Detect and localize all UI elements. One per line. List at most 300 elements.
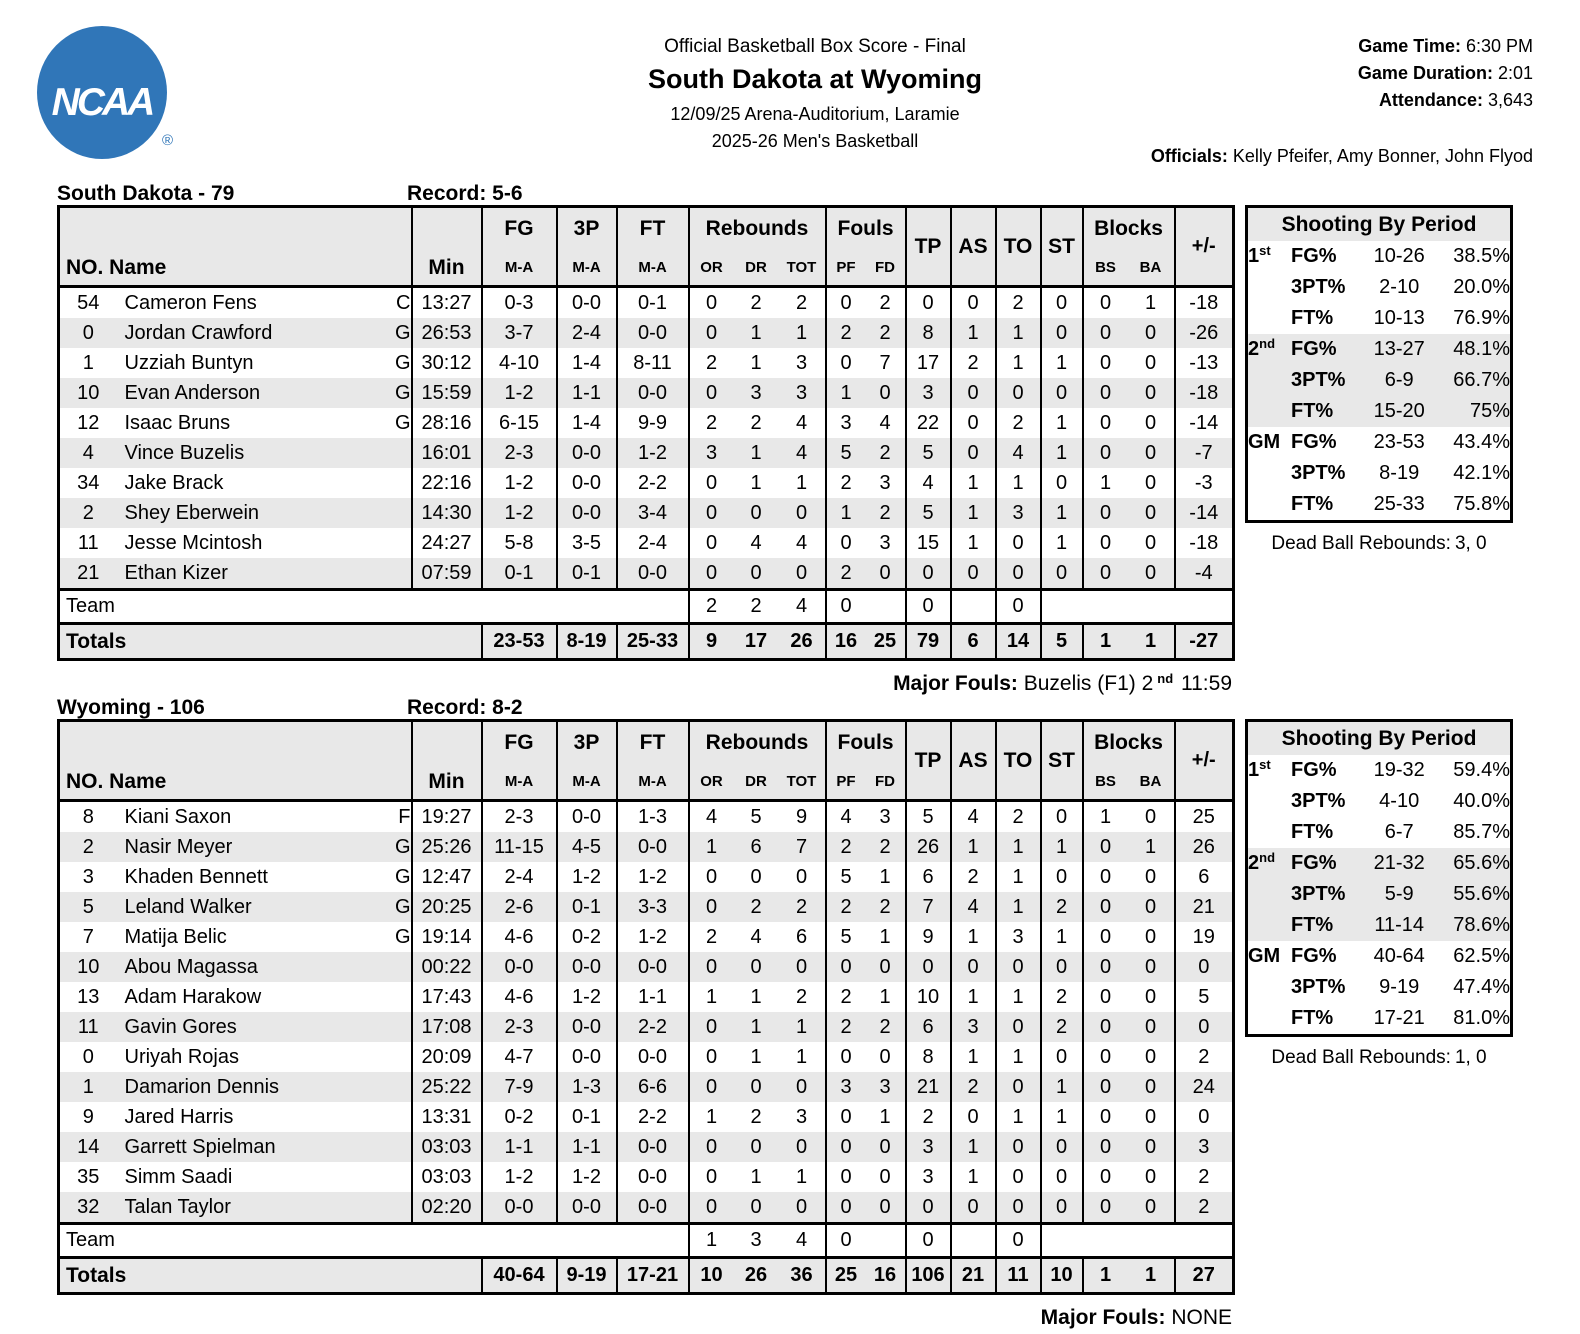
- stat-assists: 2: [951, 1072, 996, 1102]
- shooting-percentage: 55.6%: [1453, 883, 1510, 905]
- stat-defensive-rebounds: 6: [750, 835, 762, 858]
- officials-label: Officials:: [1150, 146, 1228, 166]
- player-name-cell: [117, 1162, 412, 1192]
- col-header-3p: 3P: [557, 721, 617, 764]
- dead-ball-value: 1, 0: [1454, 1047, 1487, 1068]
- player-name-cell: [117, 498, 412, 528]
- stat-turnovers: 1: [996, 348, 1041, 378]
- stat-3p: 0-0: [557, 1012, 617, 1042]
- stat-offensive-rebounds: 0: [689, 892, 734, 922]
- shooting-row: [1247, 241, 1512, 272]
- stat-offensive-rebounds: 1: [689, 1224, 734, 1258]
- stat-total-points: 10: [906, 982, 951, 1012]
- col-header-rebounds: Rebounds: [689, 207, 826, 250]
- stat-assists: [951, 590, 996, 624]
- player-number: 13: [77, 985, 100, 1008]
- player-number: 10: [77, 381, 100, 404]
- player-name-cell: [117, 318, 412, 348]
- stat-fg: 3-7: [482, 318, 557, 348]
- home-team-section: [57, 696, 1517, 1332]
- stat-min: 15:59: [412, 378, 482, 408]
- stat-blocked-shots: 0: [1083, 438, 1128, 468]
- stat-total-points: 3: [906, 1132, 951, 1162]
- stat-ft: 2-4: [617, 528, 689, 558]
- stat-steals: 1: [1041, 832, 1083, 862]
- stat-defensive-rebounds: 0: [750, 501, 762, 524]
- shooting-rows: [1247, 241, 1512, 522]
- report-title: Official Basketball Box Score - Final: [664, 36, 966, 57]
- stat-assists: 1: [951, 528, 996, 558]
- stat-fouls-drawn: 1: [879, 985, 891, 1008]
- player-position: F: [398, 805, 411, 828]
- stat-min: 22:16: [412, 468, 482, 498]
- game-duration-value: 2:01: [1497, 63, 1533, 83]
- stat-total-points: 7: [906, 892, 951, 922]
- stat-steals: 1: [1041, 408, 1083, 438]
- stat-total-points: 106: [906, 1258, 951, 1294]
- stat-blocks-against: 0: [1144, 441, 1157, 464]
- stat-offensive-rebounds: 4: [689, 801, 734, 833]
- stat-ft: 3-4: [617, 498, 689, 528]
- shooting-period-label: [1247, 272, 1291, 303]
- player-name-cell: [117, 801, 412, 833]
- stat-turnovers: 3: [996, 922, 1041, 952]
- player-row: [59, 892, 1234, 922]
- major-fouls-label: Major Fouls:: [1040, 1306, 1166, 1329]
- stat-assists: 0: [951, 558, 996, 590]
- stat-3p: 1-2: [557, 982, 617, 1012]
- stat-total-points: 5: [906, 438, 951, 468]
- stat-total-points: 6: [906, 862, 951, 892]
- player-number: 54: [59, 287, 117, 319]
- shooting-stat-label: 3PT%: [1290, 790, 1346, 812]
- ncaa-logo-text: NCAA: [51, 81, 153, 125]
- stat-steals: 1: [1041, 1102, 1083, 1132]
- stat-assists: 0: [951, 438, 996, 468]
- stat-defensive-rebounds: 1: [750, 1015, 762, 1038]
- stat-total-rebounds: 0: [795, 501, 808, 524]
- player-name: Jesse Mcintosh: [124, 531, 263, 554]
- stat-total-rebounds: 2: [779, 287, 826, 319]
- stat-turnovers: 14: [996, 624, 1041, 660]
- shooting-by-period-box: [1245, 205, 1513, 555]
- stat-turnovers: 0: [996, 1162, 1041, 1192]
- stat-defensive-rebounds: 1: [750, 1045, 762, 1068]
- dead-ball-value: 3, 0: [1454, 533, 1487, 554]
- stat-total-rebounds: 3: [795, 381, 808, 404]
- stat-total-rebounds: 4: [779, 590, 826, 624]
- stat-total-points: 26: [906, 832, 951, 862]
- stat-personal-fouls: 0: [826, 1192, 866, 1224]
- team-title: Wyoming - 106: [57, 696, 205, 719]
- stat-fouls-drawn: 1: [879, 1105, 891, 1128]
- stat-personal-fouls: 3: [826, 1072, 866, 1102]
- stat-assists: 4: [951, 801, 996, 833]
- stat-defensive-rebounds: 5: [734, 801, 779, 833]
- stat-blocked-shots: 0: [1083, 952, 1128, 982]
- stat-fg: 2-3: [482, 438, 557, 468]
- stat-turnovers: 1: [996, 318, 1041, 348]
- venue-line: 12/09/25 Arena-Auditorium, Laramie: [670, 104, 960, 124]
- shooting-made-attempted: 19-32: [1373, 759, 1425, 781]
- attendance-line: [1358, 87, 1533, 114]
- shooting-made-attempted: 17-21: [1373, 1007, 1425, 1029]
- stat-personal-fouls: 0: [826, 1224, 866, 1258]
- shooting-made-attempted: 40-64: [1373, 945, 1425, 967]
- stat-personal-fouls: 0: [826, 1102, 866, 1132]
- player-number: 5: [82, 895, 94, 918]
- stat-total-rebounds: 7: [795, 835, 808, 858]
- team-title-row: [57, 696, 1517, 719]
- game-time-line: [1358, 33, 1533, 60]
- player-name: Ethan Kizer: [124, 561, 228, 584]
- player-name: Evan Anderson: [124, 381, 261, 404]
- player-name: Damarion Dennis: [124, 1075, 280, 1098]
- stat-blocked-shots: 0: [1083, 1132, 1128, 1162]
- shooting-percentage: 59.4%: [1453, 759, 1510, 781]
- stat-personal-fouls: 5: [826, 922, 866, 952]
- player-name-cell: [117, 892, 412, 922]
- stat-plus-minus: 25: [1175, 801, 1234, 833]
- stat-total-points: 2: [906, 1102, 951, 1132]
- shooting-stat-label: FG%: [1290, 338, 1337, 360]
- player-row: [59, 438, 1234, 468]
- stat-total-rebounds: 2: [795, 985, 808, 1008]
- player-row: [59, 1042, 1234, 1072]
- stat-fg: 0-0: [482, 1192, 557, 1224]
- stat-total-rebounds: 9: [779, 801, 826, 833]
- stat-blocks-against: 1: [1128, 1258, 1175, 1294]
- col-subheader-fd: FD: [875, 258, 895, 276]
- shooting-period-label: 2nd: [1248, 850, 1276, 874]
- shooting-by-period-box: [1245, 719, 1513, 1069]
- shooting-row: [1247, 1003, 1512, 1036]
- team-row-blank: [1041, 1224, 1234, 1258]
- stat-turnovers: 0: [996, 590, 1041, 624]
- col-header-no-name: NO. Name: [66, 256, 167, 279]
- stat-turnovers: 2: [996, 801, 1041, 833]
- player-name-cell: [117, 832, 412, 862]
- stat-total-points: 8: [906, 318, 951, 348]
- shooting-made-attempted: 10-26: [1373, 245, 1425, 267]
- stat-total-points: 79: [906, 624, 951, 660]
- col-subheader-fd: FD: [875, 772, 895, 790]
- player-name: Matija Belic: [124, 925, 227, 948]
- stat-ft: 1-1: [617, 982, 689, 1012]
- stat-assists: 0: [951, 287, 996, 319]
- stat-turnovers: 1: [996, 862, 1041, 892]
- player-row: [59, 1102, 1234, 1132]
- stat-personal-fouls: 2: [826, 1012, 866, 1042]
- stat-min: 02:20: [412, 1192, 482, 1224]
- stat-fg: 1-2: [482, 468, 557, 498]
- shooting-percentage: 43.4%: [1453, 431, 1510, 453]
- stat-ft: 0-0: [617, 832, 689, 862]
- stat-personal-fouls: 2: [826, 892, 866, 922]
- player-name: Simm Saadi: [124, 1165, 233, 1188]
- col-subheader-pf: PF: [826, 763, 866, 801]
- stat-fg: 2-6: [482, 892, 557, 922]
- shooting-made-attempted: 10-13: [1373, 307, 1425, 329]
- stat-min: 25:26: [412, 832, 482, 862]
- stat-assists: 1: [951, 1132, 996, 1162]
- totals-label: Totals: [59, 1258, 482, 1294]
- player-name-cell: [117, 1072, 412, 1102]
- registered-trademark-icon: ®: [161, 132, 173, 149]
- shooting-percentage: 76.9%: [1453, 307, 1510, 329]
- attendance-value: 3,643: [1487, 90, 1533, 110]
- stat-defensive-rebounds: 17: [734, 624, 779, 660]
- player-number: 9: [82, 1105, 94, 1128]
- shooting-percentage: 66.7%: [1453, 369, 1510, 391]
- player-name: Uriyah Rojas: [124, 1045, 239, 1068]
- stat-3p: 1-4: [557, 348, 617, 378]
- stat-3p: 9-19: [557, 1258, 617, 1294]
- stat-plus-minus: -14: [1175, 498, 1234, 528]
- player-position: G: [394, 381, 411, 404]
- stat-3p: 0-1: [557, 1102, 617, 1132]
- player-name: Khaden Bennett: [124, 865, 268, 888]
- stat-total-points: 3: [906, 1162, 951, 1192]
- player-name-cell: [117, 378, 412, 408]
- player-name: Talan Taylor: [124, 1195, 231, 1218]
- stat-blocked-shots: 1: [1083, 801, 1128, 833]
- stat-blocks-against: 0: [1144, 985, 1157, 1008]
- stat-blocks-against: 0: [1144, 321, 1157, 344]
- shooting-percentage: 81.0%: [1453, 1007, 1510, 1029]
- stat-plus-minus: 5: [1175, 982, 1234, 1012]
- player-position: C: [396, 291, 411, 314]
- stat-fouls-drawn: 0: [879, 1165, 891, 1188]
- player-name-cell: [117, 1042, 412, 1072]
- stat-fg: 0-2: [482, 1102, 557, 1132]
- player-name: Jared Harris: [124, 1105, 234, 1128]
- player-name: Jake Brack: [124, 471, 224, 494]
- player-name-cell: [117, 287, 412, 319]
- shooting-percentage: 42.1%: [1453, 462, 1510, 484]
- shooting-period-label: [1247, 396, 1291, 427]
- player-row: [59, 468, 1234, 498]
- stat-offensive-rebounds: 0: [689, 1192, 734, 1224]
- stat-defensive-rebounds: 0: [750, 561, 762, 584]
- stat-offensive-rebounds: 1: [689, 982, 734, 1012]
- shooting-period-label: [1247, 365, 1291, 396]
- stat-fg: 1-2: [482, 498, 557, 528]
- shooting-made-attempted: 13-27: [1373, 338, 1425, 360]
- stat-ft: 1-2: [617, 922, 689, 952]
- stat-personal-fouls: 2: [826, 982, 866, 1012]
- player-name-cell: [117, 528, 412, 558]
- stat-total-rebounds: 4: [795, 441, 808, 464]
- stat-total-rebounds: 4: [795, 411, 808, 434]
- stat-fouls-drawn: [866, 1224, 906, 1258]
- col-header-st: ST: [1041, 207, 1083, 287]
- player-row: [59, 528, 1234, 558]
- stat-blocks-against: 0: [1144, 501, 1157, 524]
- stat-turnovers: 1: [996, 982, 1041, 1012]
- stat-blocked-shots: 0: [1083, 1162, 1128, 1192]
- stat-min: 16:01: [412, 438, 482, 468]
- stat-min: 26:53: [412, 318, 482, 348]
- player-name: Gavin Gores: [124, 1015, 237, 1038]
- shooting-stat-label: 3PT%: [1290, 276, 1346, 298]
- shooting-stat-label: FG%: [1290, 245, 1337, 267]
- stat-assists: 1: [951, 1162, 996, 1192]
- stat-plus-minus: -18: [1175, 287, 1234, 319]
- game-time-value: 6:30 PM: [1465, 36, 1533, 56]
- shooting-row: [1247, 396, 1512, 427]
- stat-personal-fouls: 0: [826, 1162, 866, 1192]
- stat-fouls-drawn: 3: [879, 471, 891, 494]
- shooting-period-label: 1st: [1248, 243, 1271, 267]
- stat-ft: 0-0: [617, 1162, 689, 1192]
- stat-defensive-rebounds: 1: [750, 351, 762, 374]
- stat-blocked-shots: 0: [1083, 498, 1128, 528]
- stat-blocked-shots: 0: [1083, 528, 1128, 558]
- team-row-label: Team: [59, 590, 689, 624]
- officials-names: Kelly Pfeifer, Amy Bonner, John Flyod: [1232, 146, 1533, 166]
- stat-blocked-shots: 0: [1083, 1012, 1128, 1042]
- player-row: [59, 318, 1234, 348]
- stat-assists: 0: [951, 1192, 996, 1224]
- stat-min: 19:14: [412, 922, 482, 952]
- shooting-stat-label: 3PT%: [1290, 976, 1346, 998]
- stat-blocked-shots: 0: [1083, 1042, 1128, 1072]
- col-header-st: ST: [1041, 721, 1083, 801]
- stat-assists: 0: [951, 952, 996, 982]
- stat-steals: 0: [1041, 1042, 1083, 1072]
- stat-ft: 17-21: [617, 1258, 689, 1294]
- stat-3p: 1-4: [557, 408, 617, 438]
- col-header-plus-minus: +/-: [1175, 207, 1234, 287]
- shooting-period-label: 2nd: [1248, 336, 1276, 360]
- stat-assists: 0: [951, 1102, 996, 1132]
- stat-personal-fouls: 1: [826, 378, 866, 408]
- shooting-period-label: [1247, 458, 1291, 489]
- stat-turnovers: 0: [996, 528, 1041, 558]
- stat-ft: 0-0: [617, 1042, 689, 1072]
- stat-plus-minus: 2: [1175, 1162, 1234, 1192]
- stat-3p: 1-1: [557, 1132, 617, 1162]
- stat-min: 00:22: [412, 952, 482, 982]
- stat-assists: 2: [951, 862, 996, 892]
- stat-min: 19:27: [412, 801, 482, 833]
- stat-assists: 1: [951, 922, 996, 952]
- stat-ft: 25-33: [617, 624, 689, 660]
- season-line: 2025-26 Men's Basketball: [711, 131, 919, 151]
- col-header-tp: TP: [906, 721, 951, 801]
- stat-offensive-rebounds: 0: [689, 1012, 734, 1042]
- stat-min: 13:31: [412, 1102, 482, 1132]
- totals-row: [59, 1258, 1234, 1294]
- stat-fg: 40-64: [482, 1258, 557, 1294]
- stat-blocked-shots: 1: [1083, 1258, 1128, 1294]
- player-name-cell: [117, 862, 412, 892]
- stat-turnovers: 3: [996, 498, 1041, 528]
- stat-3p: 1-2: [557, 862, 617, 892]
- stat-blocked-shots: 0: [1083, 558, 1128, 590]
- col-header-fouls: Fouls: [826, 207, 906, 250]
- totals-row: [59, 624, 1234, 660]
- stat-plus-minus: -18: [1175, 378, 1234, 408]
- shooting-rows: [1247, 755, 1512, 1036]
- stat-blocks-against: 0: [1144, 351, 1157, 374]
- col-subheader-3p-ma: M-A: [557, 249, 617, 287]
- stat-total-rebounds: 1: [795, 1045, 808, 1068]
- stat-defensive-rebounds: 3: [734, 1224, 779, 1258]
- stat-fouls-drawn: 0: [879, 381, 891, 404]
- shooting-row: [1247, 972, 1512, 1003]
- player-name-cell: [117, 982, 412, 1012]
- col-header-blocks: Blocks: [1083, 207, 1175, 250]
- stat-fg: 2-3: [482, 801, 557, 833]
- stat-fg: 0-3: [482, 287, 557, 319]
- shooting-period-label: GM: [1248, 945, 1281, 967]
- player-name-cell: [117, 1192, 412, 1224]
- dead-ball-rebounds-line: [1245, 1047, 1513, 1069]
- stat-total-rebounds: 26: [779, 624, 826, 660]
- stat-fouls-drawn: 4: [879, 411, 891, 434]
- shooting-made-attempted: 4-10: [1379, 790, 1420, 812]
- stat-offensive-rebounds: 2: [689, 590, 734, 624]
- player-name-cell: [117, 438, 412, 468]
- stat-plus-minus: 2: [1175, 1042, 1234, 1072]
- team-row-blank: [1041, 590, 1234, 624]
- stat-min: 30:12: [412, 348, 482, 378]
- stat-personal-fouls: 16: [826, 624, 866, 660]
- col-header-as: AS: [951, 207, 996, 287]
- player-row: [59, 801, 1234, 833]
- box-score-table: [57, 719, 1235, 1295]
- stat-fg: 2-3: [482, 1012, 557, 1042]
- stat-assists: 2: [951, 348, 996, 378]
- shooting-period-label: [1247, 1003, 1291, 1036]
- stat-defensive-rebounds: 0: [750, 865, 762, 888]
- stat-plus-minus: 21: [1175, 892, 1234, 922]
- stat-personal-fouls: 5: [826, 438, 866, 468]
- player-number: 11: [77, 1015, 99, 1038]
- stat-3p: 8-19: [557, 624, 617, 660]
- stat-turnovers: 1: [996, 1102, 1041, 1132]
- stat-offensive-rebounds: 2: [689, 348, 734, 378]
- stat-plus-minus: -13: [1175, 348, 1234, 378]
- stat-turnovers: 2: [996, 287, 1041, 319]
- stat-fg: 5-8: [482, 528, 557, 558]
- stat-steals: 10: [1041, 1258, 1083, 1294]
- player-number: 4: [82, 441, 94, 464]
- player-row: [59, 498, 1234, 528]
- stat-3p: 0-0: [557, 468, 617, 498]
- stat-fg: 11-15: [482, 832, 557, 862]
- shooting-stat-label: FG%: [1290, 852, 1337, 874]
- stat-blocks-against: 0: [1144, 895, 1157, 918]
- player-name-cell: [117, 468, 412, 498]
- stat-plus-minus: -26: [1175, 318, 1234, 348]
- stat-personal-fouls: 0: [826, 1132, 866, 1162]
- shooting-by-period-table: [1245, 205, 1513, 523]
- stat-offensive-rebounds: 0: [689, 1162, 734, 1192]
- stat-min: 20:09: [412, 1042, 482, 1072]
- stat-blocked-shots: 0: [1083, 318, 1128, 348]
- stat-offensive-rebounds: 0: [689, 1072, 734, 1102]
- shooting-percentage: 48.1%: [1453, 338, 1510, 360]
- col-subheader-3p-ma: M-A: [557, 763, 617, 801]
- stat-ft: 0-0: [617, 378, 689, 408]
- shooting-by-period-table: [1245, 719, 1513, 1037]
- stat-defensive-rebounds: 0: [750, 1075, 762, 1098]
- player-position: G: [394, 351, 411, 374]
- stat-blocked-shots: 0: [1083, 982, 1128, 1012]
